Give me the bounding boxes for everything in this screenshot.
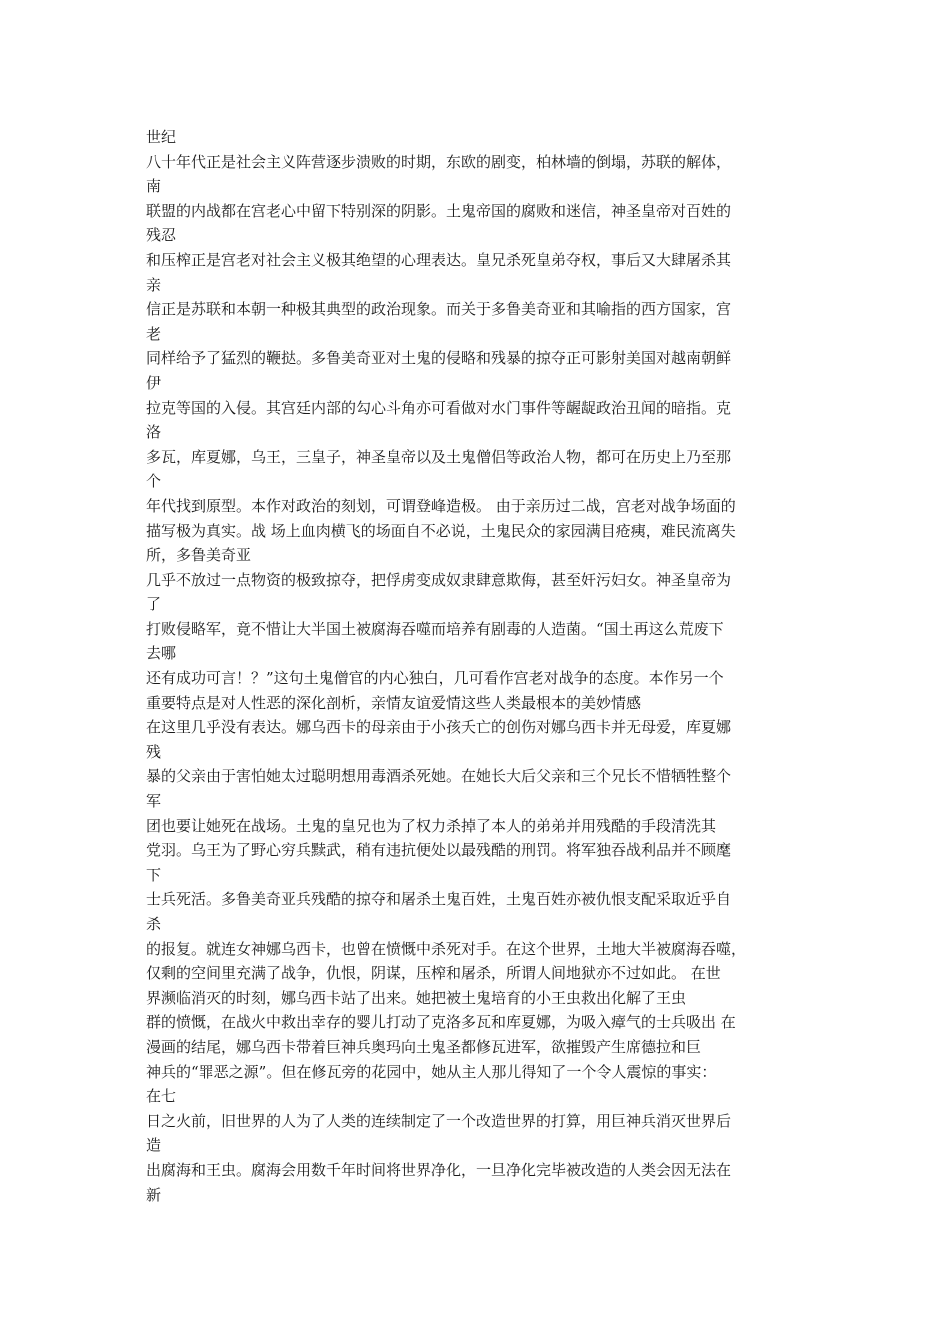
text-line: 老 <box>146 324 162 343</box>
text-line: 洛 <box>146 423 162 442</box>
text-line: 在七 <box>146 1087 177 1106</box>
text-line: 仅剩的空间里充满了战争，仇恨，阴谋，压榨和屠杀，所谓人间地狱亦不过如此。 在世 <box>146 964 721 983</box>
text-line: 去哪 <box>146 644 177 663</box>
text-line: 描写极为真实。战 场上血肉横飞的场面自不必说，土鬼民众的家园满目疮痍，难民流离失 <box>146 521 736 540</box>
text-line: 残忍 <box>146 226 177 245</box>
document-body-text <box>146 125 816 1207</box>
text-line: 群的愤慨，在战火中救出幸存的婴儿打动了克洛多瓦和库夏娜，为吸入瘴气的士兵吸出 在 <box>146 1013 736 1032</box>
text-line: 八十年代正是社会主义阵营逐步溃败的时期，东欧的剧变，柏林墙的倒塌，苏联的解体， <box>146 152 732 171</box>
text-line: 同样给予了猛烈的鞭挞。多鲁美奇亚对土鬼的侵略和残暴的掠夺正可影射美国对越南朝鲜 <box>146 349 732 368</box>
text-line: 伊 <box>146 373 162 392</box>
text-line: 重要特点是对人性恶的深化剖析，亲情友谊爱情这些人类最根本的美妙情感 <box>146 693 642 712</box>
text-line: 漫画的结尾，娜乌西卡带着巨神兵奥玛向土鬼圣都修瓦进军，欲摧毁产生席德拉和巨 <box>146 1037 702 1056</box>
text-line: 南 <box>146 177 162 196</box>
text-line: 军 <box>146 792 162 811</box>
text-line: 联盟的内战都在宫老心中留下特别深的阴影。土鬼帝国的腐败和迷信，神圣皇帝对百姓的 <box>146 201 732 220</box>
text-line: 几乎不放过一点物资的极致掠夺，把俘虏变成奴隶肆意欺侮，甚至奸污妇女。神圣皇帝为 <box>146 570 732 589</box>
text-line: 日之火前，旧世界的人为了人类的连续制定了一个改造世界的打算，用巨神兵消灭世界后 <box>146 1111 732 1130</box>
text-line: 个 <box>146 472 162 491</box>
text-line: 多瓦，库夏娜，乌王，三皇子，神圣皇帝以及土鬼僧侣等政治人物，都可在历史上乃至那 <box>146 447 732 466</box>
text-line: 拉克等国的入侵。其宫廷内部的勾心斗角亦可看做对水门事件等龌龊政治丑闻的暗指。克 <box>146 398 732 417</box>
text-line: 暴的父亲由于害怕她太过聪明想用毒酒杀死她。在她长大后父亲和三个兄长不惜牺牲整个 <box>146 767 732 786</box>
text-line: 的报复。就连女神娜乌西卡，也曾在愤慨中杀死对手。在这个世界，土地大半被腐海吞噬， <box>146 939 747 958</box>
text-line: 年代找到原型。本作对政治的刻划，可谓登峰造极。 由于亲历过二战，宫老对战争场面的 <box>146 496 736 515</box>
text-line: 了 <box>146 595 162 614</box>
text-line: 党羽。乌王为了野心穷兵黩武，稍有违抗便处以最残酷的刑罚。将军独吞战利品并不顾麾 <box>146 841 732 860</box>
text-line: 亲 <box>146 275 162 294</box>
text-line: 出腐海和王虫。腐海会用数千年时间将世界净化，一旦净化完毕被改造的人类会因无法在 <box>146 1160 732 1179</box>
text-line: 信正是苏联和本朝一种极其典型的政治现象。而关于多鲁美奇亚和其喻指的西方国家，宫 <box>146 300 732 319</box>
text-line: 神兵的“罪恶之源”。但在修瓦旁的花园中，她从主人那儿得知了一个令人震惊的事实： <box>146 1062 717 1081</box>
text-line: 和压榨正是宫老对社会主义极其绝望的心理表达。皇兄杀死皇弟夺权，事后又大肆屠杀其 <box>146 250 732 269</box>
text-line: 所，多鲁美奇亚 <box>146 546 252 565</box>
text-line: 界濒临消灭的时刻，娜乌西卡站了出来。她把被土鬼培育的小王虫救出化解了王虫 <box>146 988 687 1007</box>
text-line: 世纪 <box>146 128 177 146</box>
text-line: 残 <box>146 742 162 761</box>
text-line: 打败侵略军，竟不惜让大半国土被腐海吞噬而培养有剧毒的人造菌。“国土再这么荒废下 <box>146 619 724 638</box>
text-line: 士兵死活。多鲁美奇亚兵残酷的掠夺和屠杀土鬼百姓，土鬼百姓亦被仇恨支配采取近乎自 <box>146 890 732 909</box>
text-line: 还有成功可言！？”这句土鬼僧官的内心独白，几可看作宫老对战争的态度。本作另一个 <box>146 669 724 688</box>
text-line: 杀 <box>146 915 162 933</box>
text-line: 造 <box>146 1136 162 1155</box>
text-line: 下 <box>146 865 162 884</box>
text-line: 新 <box>146 1185 162 1204</box>
text-line: 团也要让她死在战场。土鬼的皇兄也为了权力杀掉了本人的弟弟并用残酷的手段清洗其 <box>146 816 717 835</box>
text-line: 在这里几乎没有表达。娜乌西卡的母亲由于小孩夭亡的创伤对娜乌西卡并无母爱，库夏娜 <box>146 718 732 737</box>
